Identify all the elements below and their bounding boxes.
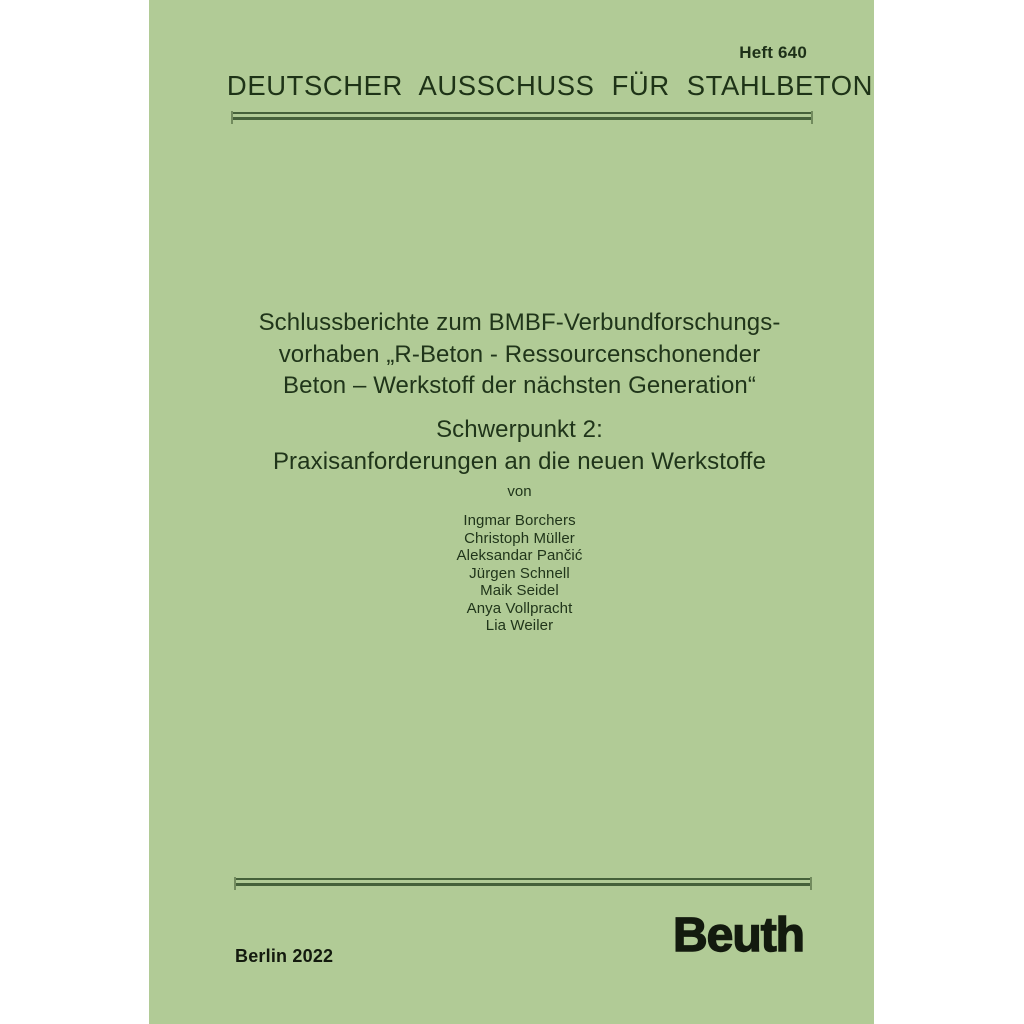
institution-header: DEUTSCHER AUSSCHUSS FÜR STAHLBETON [226, 70, 874, 101]
subtitle-line: Praxisanforderungen an die neuen Werkstoffe [272, 447, 767, 475]
publisher-logo: Beuth [673, 909, 804, 962]
footer-double-rule [236, 878, 810, 886]
author-line: Jürgen Schnell [469, 564, 570, 582]
issue-number: Heft 640 [739, 43, 807, 62]
author-line: Lia Weiler [485, 617, 554, 634]
title-line: Beton – Werkstoff der nächsten Generation“ [283, 372, 756, 399]
header-double-rule [233, 112, 811, 120]
author-line: Maik Seidel [480, 582, 559, 599]
byline: von [507, 483, 532, 500]
title-line: Schlussberichte zum BMBF-Verbundforschungs- [258, 309, 781, 336]
author-line: Anya Vollpracht [466, 599, 573, 617]
author-line: Christoph Müller [464, 529, 575, 547]
book-subtitle [165, 414, 874, 477]
book-title [165, 307, 874, 402]
imprint-line: Berlin 2022 [235, 946, 334, 966]
author-line: Ingmar Borchers [463, 512, 576, 529]
authors-list [165, 512, 874, 635]
title-line: vorhaben „R-Beton - Ressourcenschonender [278, 340, 761, 368]
book-cover [149, 0, 874, 1024]
subtitle-line: Schwerpunkt 2: [436, 416, 603, 443]
author-line: Aleksandar Pančić [456, 547, 583, 564]
